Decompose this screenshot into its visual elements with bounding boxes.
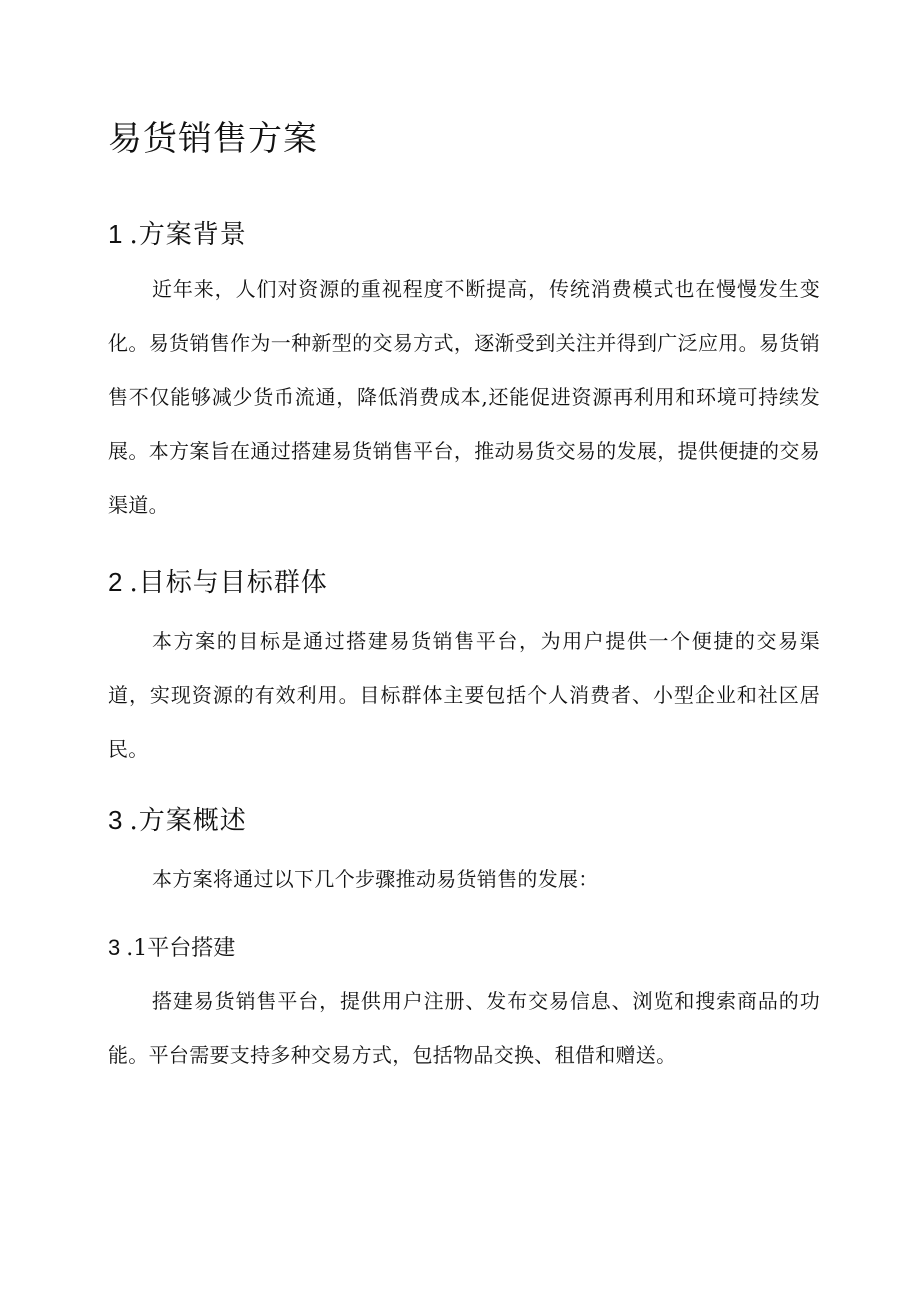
section-paragraph-background: 近年来，人们对资源的重视程度不断提高，传统消费模式也在慢慢发生变化。易货销售作为一种新型的交易方式，逐渐受到关注并得到广泛应用。易货销售不仅能够减少货币流通，降低消费成本,还能促进资源再利用和环境可持续发展。本方案旨在通过搭建易货销售平台，推动易货交易的发展，提供便捷的交易渠道。 xyxy=(108,277,820,517)
section-number: 1 xyxy=(108,219,124,249)
section-heading-goals xyxy=(108,564,328,601)
section-paragraph-goals: 本方案的目标是通过搭建易货销售平台，为用户提供一个便捷的交易渠道，实现资源的有效利用。目标群体主要包括个人消费者、小型企业和社区居民。 xyxy=(108,629,820,761)
section-title: .方案概述 xyxy=(129,806,247,836)
section-number: 3 xyxy=(108,805,124,835)
document-title: 易货销售方案 xyxy=(108,119,318,159)
subsection-heading-platform xyxy=(108,932,235,965)
subsection-number: 3 xyxy=(108,935,121,960)
section-number: 2 xyxy=(108,567,124,597)
subsection-title: .1平台搭建 xyxy=(126,936,236,961)
subsection-paragraph-platform: 搭建易货销售平台，提供用户注册、发布交易信息、浏览和搜索商品的功能。平台需要支持多种交易方式，包括物品交换、租借和赠送。 xyxy=(108,989,820,1067)
section-paragraph-overview: 本方案将通过以下几个步骤推动易货销售的发展： xyxy=(152,867,599,891)
section-heading-overview xyxy=(108,802,247,839)
section-heading-background xyxy=(108,216,247,253)
section-title: .方案背景 xyxy=(129,220,247,250)
section-title: .目标与目标群体 xyxy=(129,568,328,598)
